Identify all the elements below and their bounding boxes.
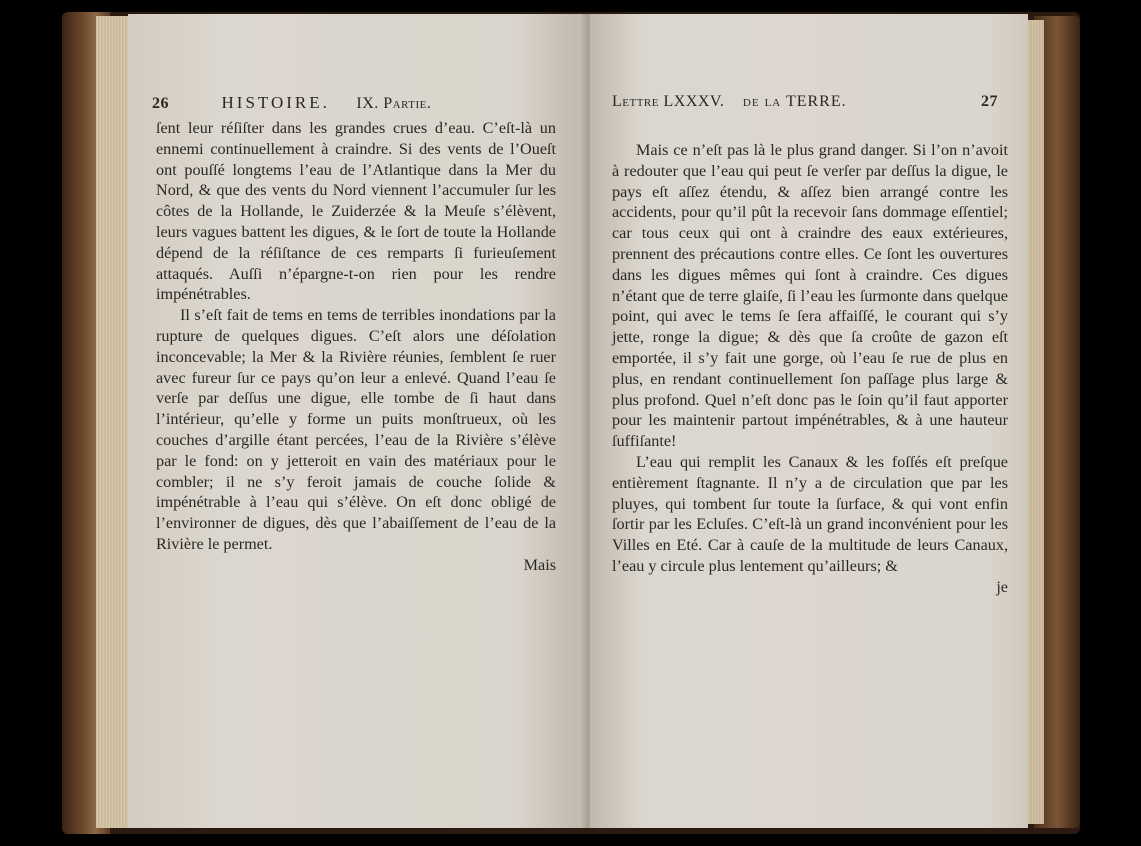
left-paragraph-2: Il s’eſt fait de tems en tems de terribles inondations par la rupture de quelques digues. C’eſt alors une déſolation inconcevable; la Mer & la Rivière réunies, ſemblent ſe ruer avec fureur ſur ce pays qu’on leur a enlevé. Quand l’eau ſe verſe par deſſus une digue, elle tombe de ſi haut dans l’intérieur, qu’elle y forme un puits monſtrueux, où les couches d’argille étant percées, l’eau de la Rivière s’élève par le fond: on y jetteroit en vain des matériaux pour le combler; il ne s’y feroit jamais de couche ſolide & impénétrable à l’eau qui s’élève. On eſt donc obligé de l’environner de digues, dès que l’abaiſſement de l’eau de la Rivière le permet. <box>156 306 556 553</box>
left-page-number: 26 <box>152 95 169 112</box>
right-paragraph-2: L’eau qui remplit les Canaux & les foſſés eſt preſque entièrement ſtagnante. Il n’y a de circulation que par les pluyes, qui tombent ſur toute la ſurface, & qui vont enfin ſortir par les Ecluſes. C’eſt-là un grand inconvénient pour les Villes en Eté. Car à cauſe de la multitude de leurs Canaux, l’eau y circule plus lentement qu’ailleurs; & <box>612 452 1008 575</box>
right-page-number: 27 <box>981 93 998 110</box>
left-running-title: HISTOIRE. <box>221 93 330 112</box>
right-running-title: de la TERRE. <box>742 93 847 110</box>
right-paragraph-1: Mais ce n’eſt pas là le plus grand danger. Si l’on n’avoit à redouter que l’eau qui peut ſe verſer par deſſus la digue, le pays eſt aſſez étendu, & aſſez bien arrangé contre les accidents, pour qu’il pût la recevoir ſans dommage eſſentiel; car tous ceux qui ont à craindre des eaux extérieures, prennent des précautions contre elles. Ce ſont les ouvertures dans les digues mêmes qui ſont à craindre. Ces digues n’étant que de terre glaiſe, ſi l’eau les ſurmonte dans quelque point, qui avec le tems ſe ſera affaiſſé, le courant qui s’y jette, ronge la digue; & dès que ſa croûte de gazon eſt emportée, il s’y fait une gorge, où l’eau ſe rue de plus en plus, en rendant continuellement ſon paſſage plus large & plus profond. Quel n’eſt donc pas le ſoin qu’il faut apporter pour les maintenir partout impénétrables, & à une hauteur ſuffiſante! <box>612 141 1008 451</box>
left-paragraph-1: ſent leur réſiſter dans les grandes crues d’eau. C’eſt-là un ennemi continuellement à craindre. Si des vents de l’Oueſt ont pouſſé longtems l’eau de l’Atlantique dans la Mer du Nord, & que des vents du Nord viennent l’accumuler ſur les côtes de la Hollande, le Zuiderzée & la Meuſe s’élèvent, leurs vagues battent les digues, & le ſort de toute la Hollande dépend de la réſiſtance de ces remparts ſi furieuſement attaqués. Auſſi n’épargne-t-on rien pour les rendre impénétrables. <box>156 119 556 304</box>
right-catchword: je <box>996 577 1008 596</box>
left-text-block <box>156 118 556 576</box>
left-catchword: Mais <box>523 555 556 574</box>
left-page <box>128 14 586 828</box>
left-running-head <box>152 93 552 113</box>
right-page <box>590 14 1028 828</box>
right-running-letter: Lettre LXXXV. <box>612 93 725 110</box>
right-running-head <box>612 93 1004 111</box>
left-running-part: IX. Partie. <box>356 95 432 112</box>
right-text-block <box>612 140 1008 598</box>
